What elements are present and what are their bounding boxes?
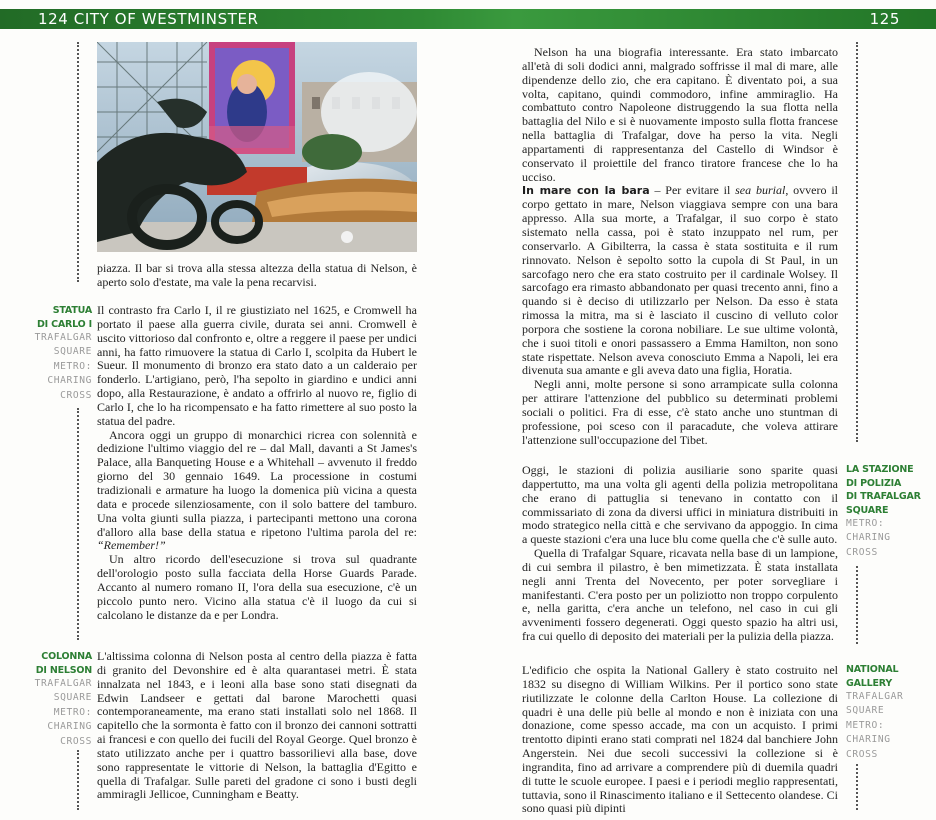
paragraph: L'edificio che ospita la National Gallery è stato costruito nel 1832 su disegno di William Wilkins. Per il portico sono state riutilizzate le colonne della Carlton House. La collezione di quadri è una delle più belle al mondo e non è iniziata con una donazione, come spesso accade, ma con un acquisto. I primi trentotto dipinti erano stati comprati nel 1824 dal banchiere John Angerstein. Nei due secoli successivi la collezione si è ingrandita, fino ad arrivare a comprendere più di duemila quadri di tutte le scuole europee. I paesi e i periodi meglio rappresentati, tuttavia, sono il Rinascimento italiano e il Settecento olandese. Ci sono quasi più dipinti — [522, 663, 838, 816]
section-colonna-nelson — [97, 650, 417, 802]
metro-station: CHARING — [846, 532, 891, 544]
section-heading: NATIONAL — [846, 664, 899, 675]
metro-station: CROSS — [60, 735, 92, 747]
section-heading: GALLERY — [846, 677, 893, 689]
right-margin-rule-mid — [856, 566, 858, 644]
paragraph: L'altissima colonna di Nelson posta al centro della piazza è fatta di granito del Devonshire ed è alta quarantasei metri. È stata innalzata nel 1843, e i leoni alla base sono stati disegnati da Edwin Landseer e gettati dal barone Marochetti quasi contemporaneamente, ma erano stati installati solo nel 1868. Il capitello che la sormonta è fatto con il bronzo dei cannoni sottratti ai francesi e con quello dei fucili del Royal George. Quel bronzo è stato utilizzato anche per i quattro bassorilievi alla base, dove sono rappresentate le vittorie di Nelson, la battaglia d'Egitto e quella di Trafalgar. Sulle pareti del gradone ci sono i busti degli ammiragli Jellicoe, Cunningham e Beatty. — [97, 649, 417, 802]
section-heading: DI CARLO I — [36, 318, 92, 330]
location-label: TRAFALGAR — [846, 691, 904, 702]
metro-station: CHARING — [47, 375, 92, 387]
sidebar-statua-carlo — [20, 304, 92, 403]
paragraph — [522, 184, 838, 378]
photo-caption — [97, 262, 417, 290]
section-heading: COLONNA — [41, 651, 92, 662]
paragraph-text: , ovvero il corpo gettato in mare, Nelson viaggiava sempre con una bara appresso. Alla sua morte, a Trafalgar, il suo corpo è stato sistemato nella cassa, poi è stato inzuppato nel rum, per conservarlo. A Gibilterra, la cassa è stata sostituita e il rum rinnovato. Nelson è sepolto sotto la cupola di St Paul, in un sarcofago nero che era stato costruito per il cardinale Wolsey. Il sarcofago era rimasto abbandonato per quasi trecento anni, fino a quando si è deciso di utilizzarlo per Nelson. Da esso è stata rimossa la mitra, ma si è lasciato il cuscino di velluto color porpora che sostiene la corona nobiliare. Le sue ultime volontà, che i suoi titoli e onori passassero a Emma Hamilton, non sono state rispettate. Nelson aveva conosciuto Emma a Napoli, lei era divenuta sua amante e gli aveva dato una figlia, Horatia. — [522, 183, 838, 378]
sidebar-colonna-nelson — [20, 650, 92, 749]
paragraph: Un altro ricordo dell'esecuzione si trova sul quadrante dell'orologio posto sulla facciata della Horse Guards Parade. Accanto al numero romano II, l'ora della sua esecuzione, c'è un piccolo punto nero. Vicino alla statua c'è il luogo da cui si calcolano le distanze da e per Londra. — [97, 552, 417, 622]
paragraph: Negli anni, molte persone si sono arrampicate sulla colonna per attirare l'attenzione del pubblico su determinati problemi sociali o politici. Fra di esse, c'è stato anche uno stuntman di professione, poi sceso con il paracadute, che voleva attirare l'attenzione sull'occupazione del Tibet. — [522, 377, 838, 447]
right-page-number: 125 — [869, 10, 900, 28]
section-heading: DI NELSON — [35, 664, 92, 676]
metro-label: METRO: — [846, 518, 885, 529]
paragraph — [97, 429, 417, 554]
section-heading: STATUA — [52, 305, 92, 316]
metro-station: CROSS — [60, 389, 92, 401]
metro-station: CROSS — [846, 546, 878, 558]
section-heading: SQUARE — [846, 504, 889, 516]
paragraph: Nelson ha una biografia interessante. Era stato imbarcato all'età di soli dodici anni, malgrado soffrisse il mal di mare, alle dipendenze dello zio, che era capitano. È diventato poi, a sua volta, capitano, quindi commodoro, infine ammiraglio. Ha combattuto contro Napoleone distruggendo la sua flotta nella battaglia del Nilo e si è nuovamente imposto sulla flotta francese nella battaglia di Trafalgar, dove ha perso la vita. Negli appartamenti di rappresentanza del Castello di Windsor è conservato il proiettile del franco tiratore francese che lo ha ucciso. — [522, 45, 838, 184]
emphasis: sea burial — [735, 183, 786, 198]
location-label: TRAFALGAR — [34, 678, 92, 689]
sidebar-stazione-polizia — [846, 463, 928, 560]
location-label: SQUARE — [53, 692, 92, 704]
paragraph: Quella di Trafalgar Square, ricavata nella base di un lampione, di cui sembra il pilastro, è ben mimetizzata. È stata installata negli anni Trenta del Novecento, per poter sorvegliare i manifestanti. C'era posto per un poliziotto non troppo corpulento e, nella garitta, c'era anche un telefono, nel caso in cui gli avvenimenti fossero degenerati. Oggi questo spazio ha altri usi, fra cui quello di deposito dei materiali per la pulizia della piazza. — [522, 546, 838, 644]
inline-heading: In mare con la bara — [522, 184, 650, 198]
running-header — [0, 9, 936, 29]
paragraph-text: Ancora oggi un gruppo di monarchici ricrea con solennità e dedizione l'ultimo viaggio del re – dal Mall, davanti a St James's Palace, alla Banqueting House e a Whitehall – avvenuto il freddo giorno del 30 gennaio 1649. La processione in costumi tradizionali e armature ha luogo la domenica più vicina a questa data e procede silenziosamente, con il solo battere del tamburo. Una volta giunti sulla piazza, i partecipanti mettono una corona d'alloro alla base della statua e ripetono l'ultima parola del re: — [97, 427, 417, 539]
section-heading: DI TRAFALGAR — [846, 491, 921, 502]
section-statua-carlo — [97, 304, 417, 622]
location-label: SQUARE — [846, 705, 885, 717]
paragraph: Il contrasto fra Carlo I, il re giustiziato nel 1625, e Cromwell ha portato il paese alla guerra civile, durata sei anni. Cromwell è uscito vittorioso dal confronto e, oltre a reggere il paese per undici anni, ha fatto rimuovere la statua di Carlo I, scolpita da Hubert le Sueur. Il monumento di bronzo era stato dato a un calderaio per fonderlo. L'artigiano, però, l'ha sepolto in giardino e undici anni dopo, alla Restaurazione, è andato a offrirlo al nuovo re, figlio di Carlo I, che lo ha ricompensato e ha fatto rimettere al suo posto la statua del padre. — [97, 303, 417, 428]
left-margin-rule-top — [77, 42, 79, 282]
left-margin-rule-mid — [77, 408, 79, 640]
section-heading: DI POLIZIA — [846, 477, 902, 489]
metro-label: METRO: — [846, 719, 885, 731]
quote: “Remember!” — [97, 538, 166, 553]
trafalgar-fountain-photo — [97, 42, 417, 252]
left-margin-rule-bottom — [77, 750, 79, 810]
right-margin-rule-top — [856, 42, 858, 442]
section-stazione-polizia — [522, 464, 838, 644]
location-label: SQUARE — [53, 346, 92, 358]
section-national-gallery — [522, 664, 838, 816]
section-heading: LA STAZIONE — [846, 464, 914, 475]
section-nelson-bio — [522, 46, 838, 447]
metro-station: CROSS — [846, 748, 878, 760]
right-margin-rule-bottom — [856, 764, 858, 810]
metro-label: METRO: — [53, 706, 92, 718]
metro-label: METRO: — [53, 360, 92, 372]
paragraph-text: – Per evitare il — [649, 183, 736, 198]
caption-text: piazza. Il bar si trova alla stessa altezza della statua di Nelson, è aperto solo d'estate, ma vale la pena recarvisi. — [97, 261, 417, 289]
location-label: TRAFALGAR — [34, 332, 92, 343]
sidebar-national-gallery — [846, 663, 928, 762]
paragraph: Oggi, le stazioni di polizia ausiliarie sono sparite quasi dappertutto, ma una volta gli agenti della polizia metropolitana che erano di pattuglia si tenevano in contatto con il commissariato di zona da diversi uffici in miniatura distribuiti in modo strategico nella città e che servivano da appoggio. In cima a queste stazioni c'era una luce blu come quella che c'è sulle auto. — [522, 463, 838, 547]
metro-station: CHARING — [846, 734, 891, 746]
left-page-header: 124 CITY OF WESTMINSTER — [38, 10, 259, 28]
metro-station: CHARING — [47, 721, 92, 733]
